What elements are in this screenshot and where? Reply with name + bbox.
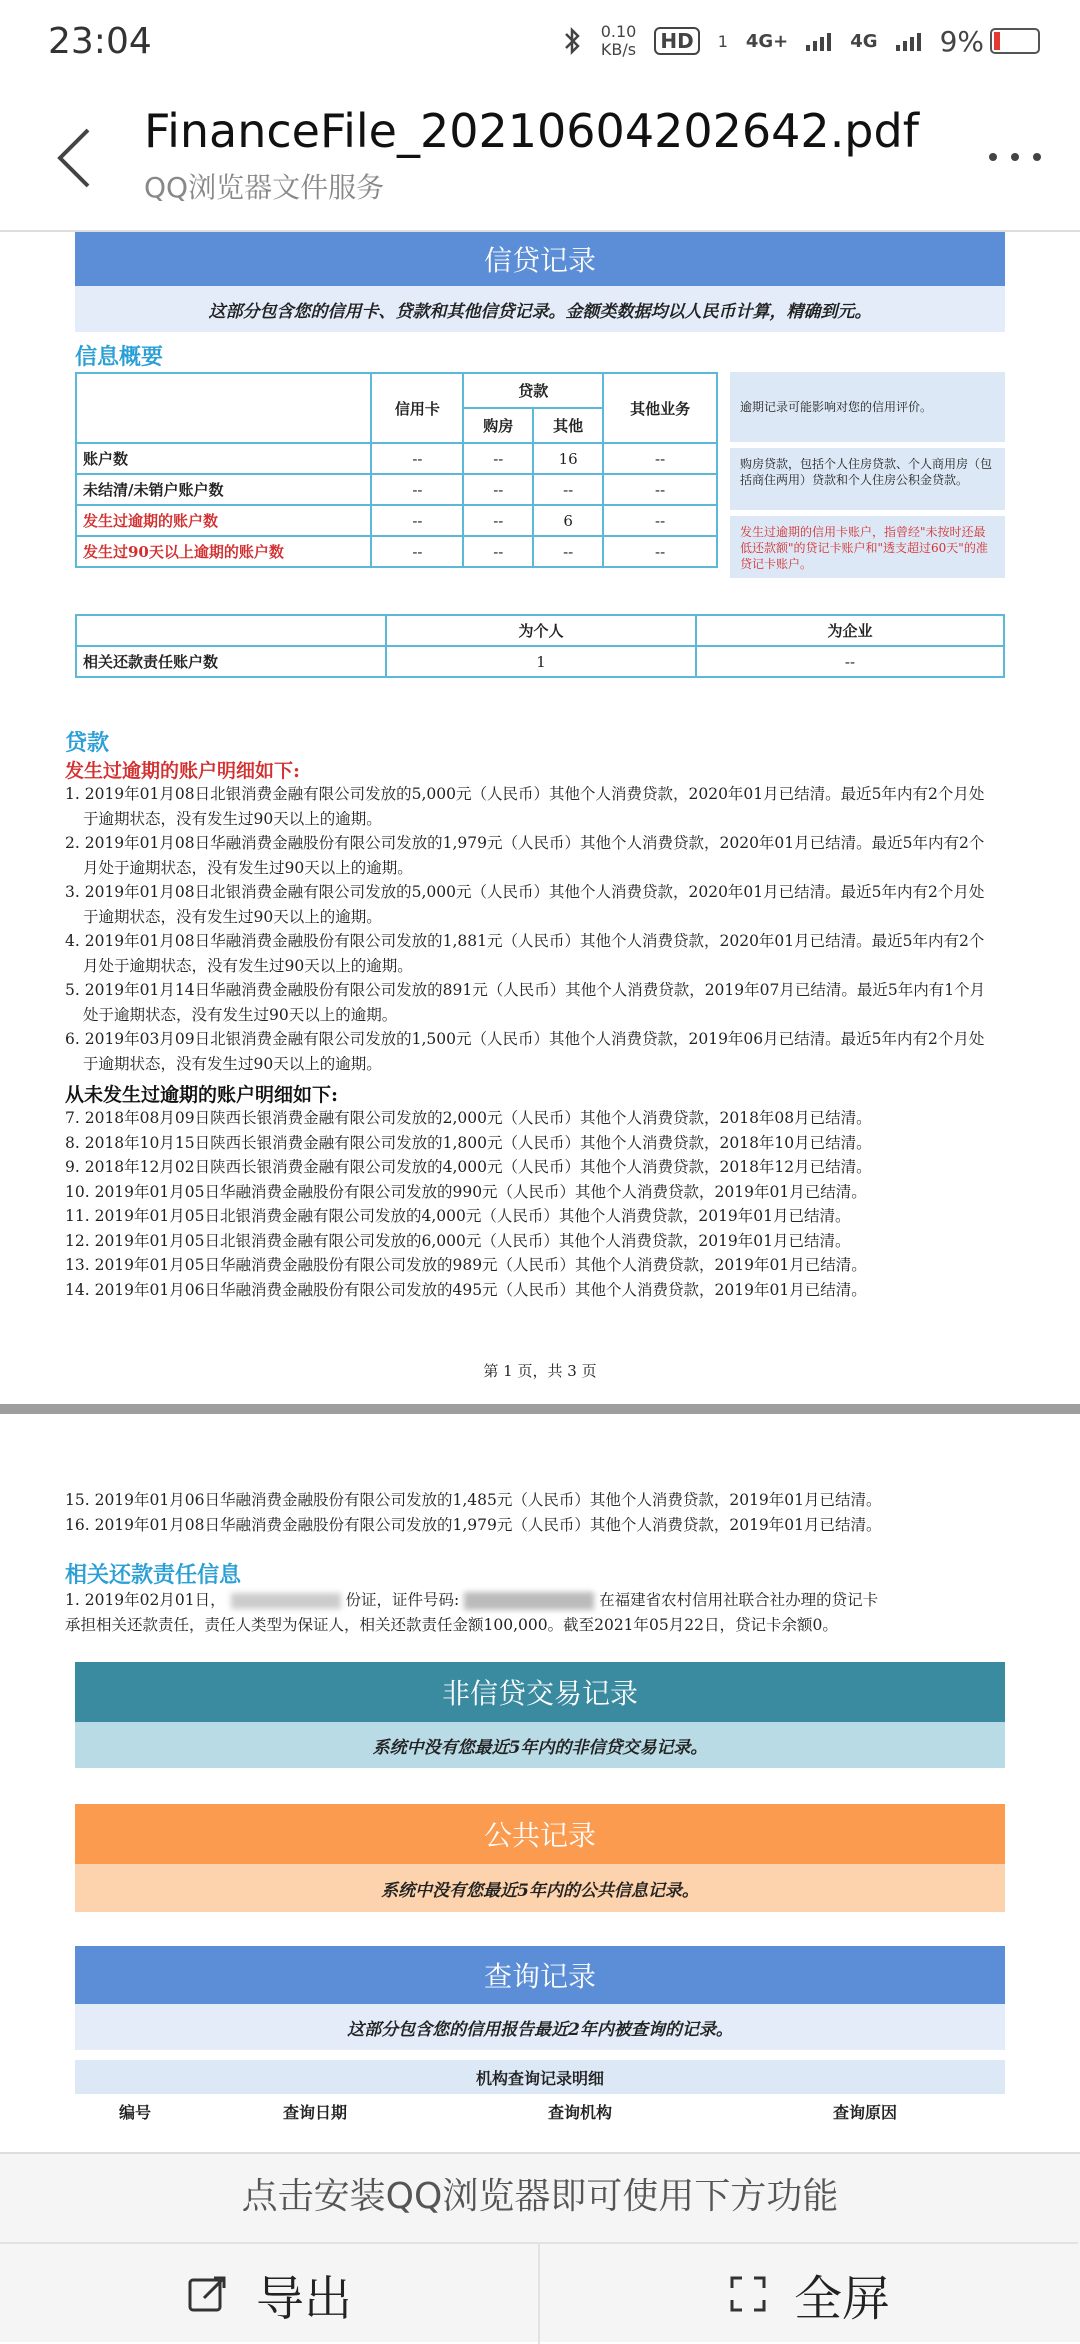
file-title: FinanceFile_20210604202642.pdf [144,104,919,158]
cell: 6 [533,505,603,536]
col-org: 查询机构 [547,2103,612,2122]
item-line: 月处于逾期状态，没有发生过90天以上的逾期。 [83,858,413,877]
list-item [65,1027,1015,1076]
overdue-heading: 发生过逾期的账户明细如下: [65,760,301,782]
list-item: 8. 2018年10月15日陕西长银消费金融有限公司发放的1,800元（人民币）其他个人消费贷款，2018年10月已结清。 [65,1133,872,1152]
app-bar [0,82,1080,232]
col-house: 购房 [463,408,533,443]
cell: -- [533,536,603,567]
signal-4g-plus: 4G+ [745,30,789,52]
normal-heading: 从未发生过逾期的账户明细如下: [65,1084,339,1106]
net-speed-value: 0.10 [600,22,637,41]
table-row [76,443,717,474]
cell: -- [463,536,533,567]
row-label: 发生过90天以上逾期的账户数 [76,536,371,567]
normal-list [65,1106,1015,1302]
bottom-bar [0,2152,1080,2342]
fullscreen-icon [728,2274,768,2314]
more-button[interactable] [980,142,1050,172]
signal-bars-icon-2 [896,31,922,51]
more-dot [1033,153,1041,161]
net-speed-unit: KB/s [600,40,637,59]
guarantee-info [65,1588,1015,1637]
page-number: 第 1 页，共 3 页 [483,1362,597,1380]
list-item: 7. 2018年08月09日陕西长银消费金融有限公司发放的2,000元（人民币）其他个人消费贷款，2018年08月已结清。 [65,1109,872,1127]
item-line: 于逾期状态，没有发生过90天以上的逾期。 [83,809,382,828]
col-card: 信用卡 [371,373,463,443]
row-label: 发生过逾期的账户数 [76,505,371,536]
battery-icon [990,28,1040,54]
list-item [65,1588,1015,1613]
cell: -- [371,474,463,505]
fullscreen-label: 全屏 [793,2270,890,2327]
list-item: 13. 2019年01月05日华融消费金融股份有限公司发放的989元（人民币）其他个人消费贷款，2019年01月已结清。 [65,1256,867,1274]
cell: -- [371,536,463,567]
row-label: 账户数 [76,443,371,474]
cell: -- [696,646,1004,677]
sim-number: 1 [717,31,728,51]
cell: 16 [533,443,603,474]
col-company: 为企业 [696,615,1004,646]
list-item: 11. 2019年01月05日北银消费金融有限公司发放的4,000元（人民币）其他个人消费贷款，2019年01月已结清。 [65,1207,851,1225]
cell: -- [463,443,533,474]
list-item [65,782,1015,831]
pdf-viewer[interactable] [0,232,1080,2152]
noncredit-note: 系统中没有您最近5年内的非信贷交易记录。 [75,1722,1005,1768]
cell: 1 [386,646,696,677]
pdf-page-1 [0,232,1080,1404]
back-arrow-icon [44,118,104,198]
cell: -- [603,536,717,567]
cell: -- [603,505,717,536]
cell: -- [371,443,463,474]
list-item: 14. 2019年01月06日华融消费金融股份有限公司发放的495元（人民币）其他个人消费贷款，2019年01月已结清。 [65,1280,867,1299]
credit-note: 这部分包含您的信用卡、贷款和其他信贷记录。金额类数据均以人民币计算，精确到元。 [75,286,1005,332]
list-item: 10. 2019年01月05日华融消费金融股份有限公司发放的990元（人民币）其他个人消费贷款，2019年01月已结清。 [65,1182,867,1201]
credit-title-band: 信贷记录 [75,232,1005,286]
summary-notes [730,372,1005,584]
list-item: 9. 2018年12月02日陕西长银消费金融有限公司发放的4,000元（人民币）其他个人消费贷款，2018年12月已结清。 [65,1158,872,1176]
noncredit-title-band: 非信贷交易记录 [75,1662,1005,1722]
list-item [65,831,1015,880]
item-line: 处于逾期状态，没有发生过90天以上的逾期。 [83,1005,398,1024]
cell: -- [603,474,717,505]
hd-badge: HD [654,27,699,55]
item-line: 于逾期状态，没有发生过90天以上的逾期。 [83,1054,382,1073]
list-item [65,880,1015,929]
item-line: 6. 2019年03月09日北银消费金融有限公司发放的1,500元（人民币）其他个人消费贷款，2019年06月已结清。最近5年内有2个月处 [65,1030,985,1048]
cell: -- [463,474,533,505]
loan-list-cont [65,1488,1015,1537]
cell: -- [603,443,717,474]
col-person: 为个人 [386,615,696,646]
redacted-name [231,1593,341,1609]
query-note: 这部分包含您的信用报告最近2年内被查询的记录。 [75,2004,1005,2050]
item-line: 1. 2019年01月08日北银消费金融有限公司发放的5,000元（人民币）其他个人消费贷款，2020年01月已结清。最近5年内有2个月处 [65,785,985,803]
guarantee-text-3: 在福建省农村信用社联合社办理的贷记卡 [599,1591,879,1609]
guarantee-info-heading: 相关还款责任信息 [65,1562,242,1588]
pdf-page-2 [0,1414,1080,2152]
signal-4g: 4G [850,30,878,52]
table-row [76,536,717,567]
col-other: 其他 [533,408,603,443]
more-dot [1011,153,1019,161]
list-item: 12. 2019年01月05日北银消费金融有限公司发放的6,000元（人民币）其他个人消费贷款，2019年01月已结清。 [65,1231,851,1250]
query-title-band: 查询记录 [75,1946,1005,2004]
battery-percent: 9% [939,24,984,58]
net-speed [601,23,637,59]
col-loan: 贷款 [463,373,603,408]
cell: -- [533,474,603,505]
guarantee-text-2: 份证，证件号码: [345,1591,460,1609]
list-item: 16. 2019年01月08日华融消费金融股份有限公司发放的1,979元（人民币）其他个人消费贷款，2019年01月已结清。 [65,1515,882,1534]
item-line: 月处于逾期状态，没有发生过90天以上的逾期。 [83,956,413,975]
loan-heading: 贷款 [65,730,110,756]
export-button[interactable] [0,2242,540,2344]
table-row [76,505,717,536]
summary-corner [76,373,371,443]
cell: -- [463,505,533,536]
back-button[interactable] [44,118,104,198]
overdue-list [65,782,1015,1076]
col-date: 查询日期 [282,2103,347,2122]
query-columns [75,2100,1005,2132]
status-icons [563,23,1040,59]
guarantee-corner [76,615,386,646]
query-sub-header: 机构查询记录明细 [75,2060,1005,2094]
page-separator [0,1404,1080,1414]
col-no: 编号 [118,2103,151,2122]
col-reason: 查询原因 [832,2103,897,2122]
list-item [65,929,1015,978]
redacted-id [464,1592,594,1610]
row-label: 相关还款责任账户数 [76,646,386,677]
export-label: 导出 [255,2270,352,2327]
list-item [65,978,1015,1027]
install-hint[interactable]: 点击安装QQ浏览器即可使用下方功能 [241,2176,839,2217]
guarantee-table [75,614,1005,678]
table-row [76,474,717,505]
status-time: 23:04 [48,20,152,62]
signal-bars-icon [806,31,832,51]
status-bar [0,0,1080,82]
item-line: 2. 2019年01月08日华融消费金融股份有限公司发放的1,979元（人民币）其他个人消费贷款，2020年01月已结清。最近5年内有2个 [65,834,985,852]
more-dots-icon [989,153,997,161]
item-line: 4. 2019年01月08日华融消费金融股份有限公司发放的1,881元（人民币）其他个人消费贷款，2020年01月已结清。最近5年内有2个 [65,932,985,950]
battery [940,25,1040,58]
guarantee-line-2: 承担相关还款责任，责任人类型为保证人，相关还款责任金额100,000。截至2021年05月22日，贷记卡余额0。 [65,1615,838,1634]
cell: -- [371,505,463,536]
bluetooth-icon [563,26,583,56]
item-line: 5. 2019年01月14日华融消费金融股份有限公司发放的891元（人民币）其他个人消费贷款，2019年07月已结清。最近5年内有1个月 [65,981,986,999]
note-overdue: 逾期记录可能影响对您的信用评价。 [730,372,1005,442]
public-title-band: 公共记录 [75,1804,1005,1864]
summary-heading: 信息概要 [75,344,164,370]
export-icon [186,2272,230,2316]
table-row [76,646,1004,677]
item-line: 3. 2019年01月08日北银消费金融有限公司发放的5,000元（人民币）其他个人消费贷款，2020年01月已结清。最近5年内有2个月处 [65,883,985,901]
guarantee-text-1: 1. 2019年02月01日， [65,1591,226,1609]
fullscreen-button[interactable] [540,2242,1078,2344]
note-house-loan: 购房贷款，包括个人住房贷款、个人商用房（包括商住两用）贷款和个人住房公积金贷款。 [730,448,1005,510]
summary-table [75,372,718,568]
item-line: 于逾期状态，没有发生过90天以上的逾期。 [83,907,382,926]
col-other-biz: 其他业务 [603,373,717,443]
list-item: 15. 2019年01月06日华融消费金融股份有限公司发放的1,485元（人民币）其他个人消费贷款，2019年01月已结清。 [65,1491,882,1509]
note-overdue-card: 发生过逾期的信用卡账户，指曾经"未按时还最低还款额"的贷记卡账户和"透支超过60天"的准贷记卡账户。 [730,516,1005,578]
file-subtitle: QQ浏览器文件服务 [144,171,385,204]
public-note: 系统中没有您最近5年内的公共信息记录。 [75,1864,1005,1912]
row-label: 未结清/未销户账户数 [76,474,371,505]
